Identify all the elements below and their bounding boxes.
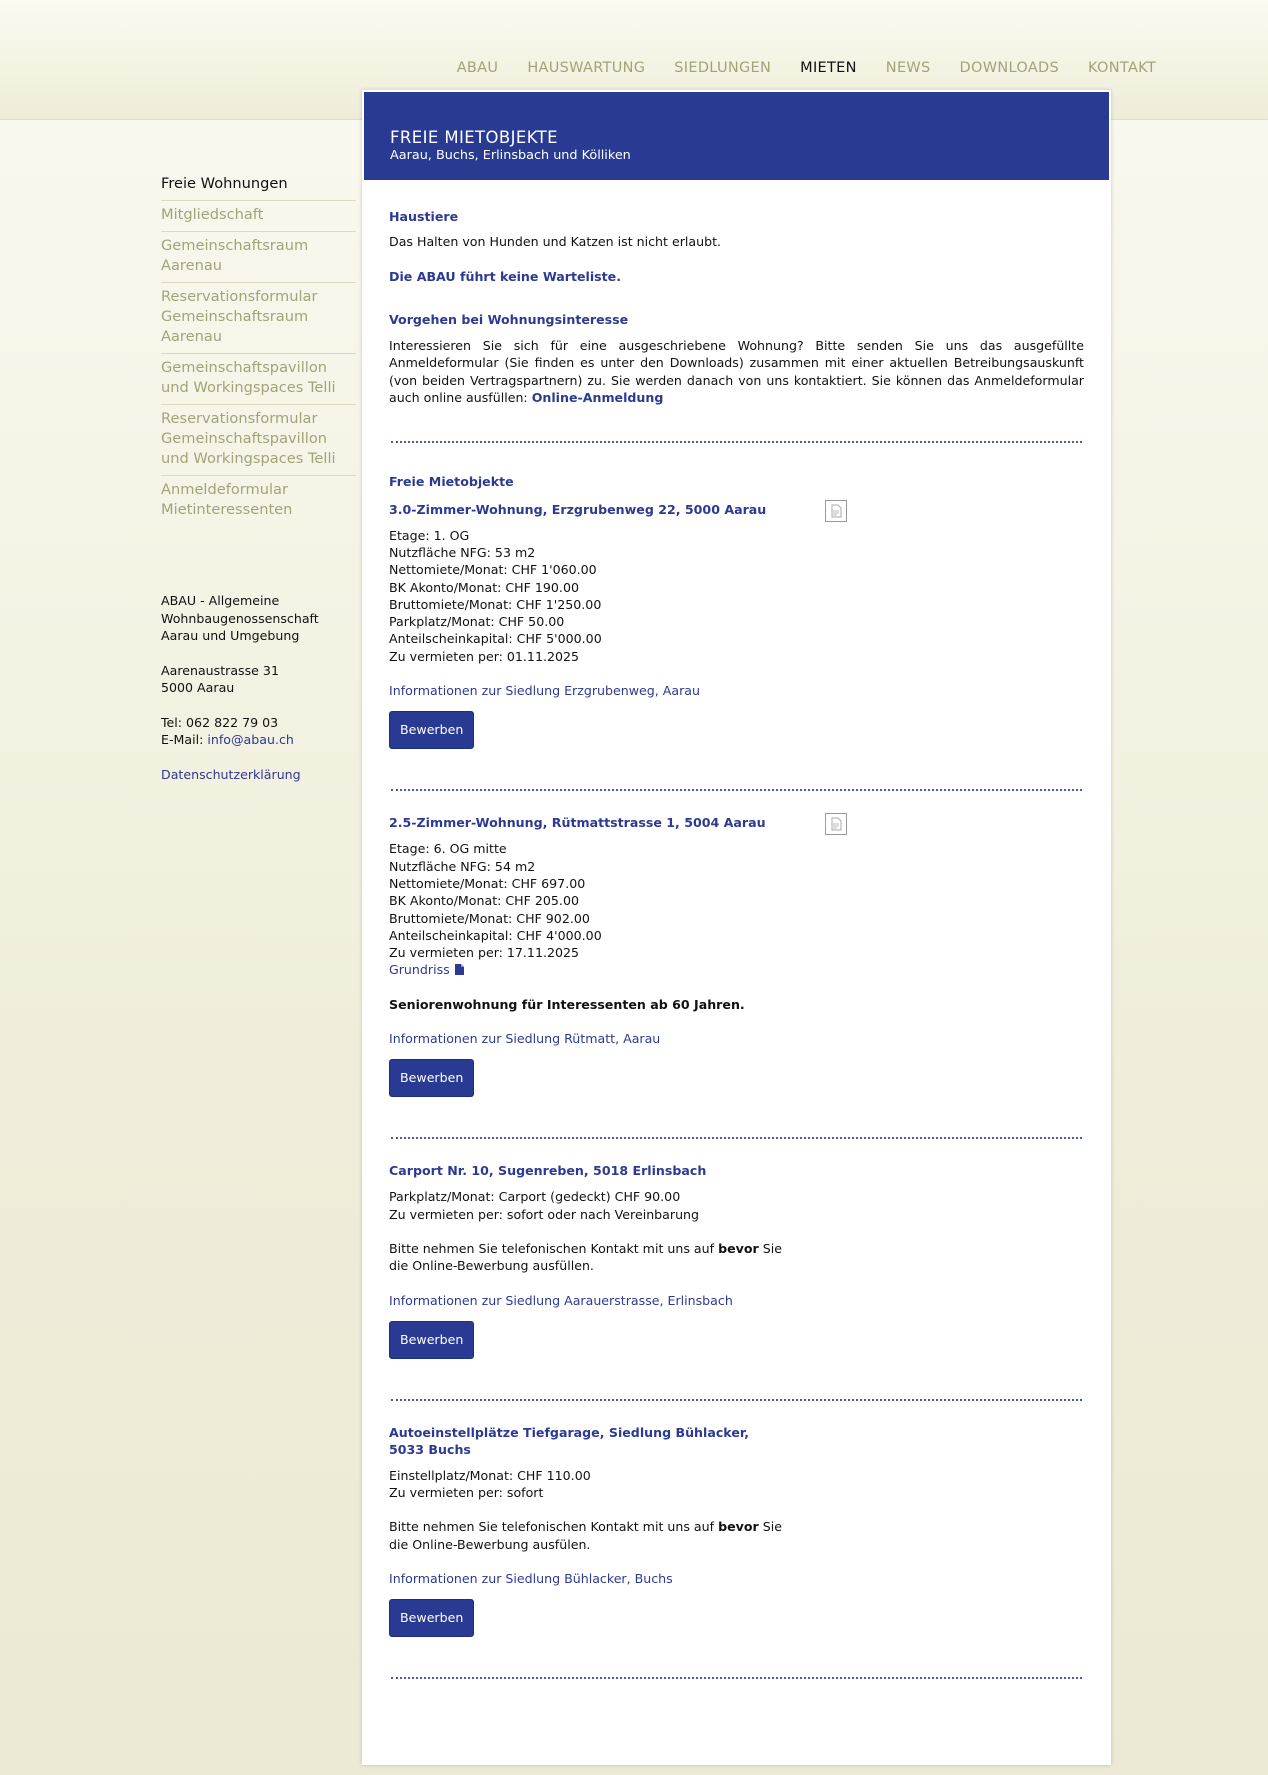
main-nav: [457, 60, 1156, 76]
apply-button[interactable]: Bewerben: [389, 1321, 474, 1359]
procedure-body: Interessieren Sie sich für eine ausgeschriebene Wohnung? Bitte senden Sie uns das ausgefüllte Anmeldeformular (Sie finden es unter den Downloads) zusammen mit einer aktuellen Betreibungsauskunft (von beiden Vertragspartnern) zu. Sie werden danach von uns kontaktiert. Sie können das Anmeldeformular auch online ausfüllen:: [389, 338, 1084, 406]
detail-line: Nutzfläche NFG: 53 m2: [389, 544, 536, 560]
listings-heading: Freie Mietobjekte: [389, 474, 514, 490]
document-icon[interactable]: [825, 813, 847, 835]
document-icon[interactable]: [825, 500, 847, 522]
siedlung-info-link[interactable]: Informationen zur Siedlung Erzgrubenweg, Aarau: [389, 683, 700, 699]
detail-line: Anteilscheinkapital: CHF 5'000.00: [389, 631, 602, 647]
online-registration-link[interactable]: Online-Anmeldung: [531, 390, 664, 406]
nav-downloads[interactable]: DOWNLOADS: [959, 60, 1060, 76]
note-text: Sie die Online-Bewerbung ausfüllen.: [389, 1240, 782, 1274]
apply-button[interactable]: Bewerben: [389, 1599, 474, 1637]
apply-button[interactable]: Bewerben: [389, 711, 474, 749]
detail-line: Anteilscheinkapital: CHF 4'000.00: [389, 927, 602, 943]
page-title: FREIE MIETOBJEKTE: [390, 128, 558, 147]
listing-title: Carport Nr. 10, Sugenreben, 5018 Erlinsbach: [389, 1163, 707, 1179]
email-label: E-Mail:: [161, 732, 208, 747]
listing-title: Autoeinstellplätze Tiefgarage, Siedlung Bühlacker, 5033 Buchs: [389, 1424, 750, 1457]
pets-heading: Haustiere: [389, 209, 459, 224]
detail-line: Bruttomiete/Monat: CHF 1'250.00: [389, 596, 602, 612]
siedlung-info-link[interactable]: Informationen zur Siedlung Aarauerstrasse, Erlinsbach: [389, 1292, 733, 1308]
floorplan-link[interactable]: Grundriss: [389, 962, 450, 978]
phone-contact-note: [389, 1240, 784, 1275]
phone: Tel: 062 822 79 03: [161, 714, 279, 730]
address-city: 5000 Aarau: [161, 680, 235, 695]
nav-news[interactable]: NEWS: [885, 60, 931, 76]
detail-line: Bruttomiete/Monat: CHF 902.00: [389, 910, 590, 926]
sidebar-item-pavillon[interactable]: Gemeinschaftspavillon und Workingspaces Telli: [161, 354, 356, 405]
detail-line: Zu vermieten per: 17.11.2025: [389, 945, 580, 961]
listing-details: [389, 1188, 1084, 1223]
divider: [391, 1677, 1082, 1679]
detail-line: Nutzfläche NFG: 54 m2: [389, 858, 536, 874]
siedlung-info-link[interactable]: Informationen zur Siedlung Rütmatt, Aarau: [389, 1031, 661, 1047]
phone-contact-note: [389, 1518, 784, 1553]
org-name-2: Wohnbaugenossenschaft: [161, 610, 319, 626]
listing-title: 3.0-Zimmer-Wohnung, Erzgrubenweg 22, 5000 Aarau: [389, 501, 767, 517]
sidebar-item-gemeinschaftsraum[interactable]: Gemeinschaftsraum Aarenau: [161, 232, 356, 283]
sidebar-item-mitgliedschaft[interactable]: Mitgliedschaft: [161, 201, 356, 232]
detail-line: Parkplatz/Monat: Carport (gedeckt) CHF 90.00: [389, 1189, 681, 1205]
sidebar-item-reservation-pavillon[interactable]: Reservationsformular Gemeinschaftspavillon und Workingspaces Telli: [161, 405, 356, 476]
org-name-1: ABAU - Allgemeine: [161, 593, 280, 608]
privacy-link[interactable]: Datenschutzerklärung: [161, 766, 301, 782]
detail-line: Nettomiete/Monat: CHF 697.00: [389, 875, 586, 891]
contact-block: [161, 592, 361, 800]
sidebar-item-reservation-raum[interactable]: Reservationsformular Gemeinschaftsraum Aarenau: [161, 283, 356, 354]
sidebar-item-freie-wohnungen[interactable]: Freie Wohnungen: [161, 170, 356, 201]
pets-text: Das Halten von Hunden und Katzen ist nicht erlaubt.: [389, 234, 722, 250]
listing-4: [389, 1424, 1084, 1637]
detail-line: Zu vermieten per: sofort: [389, 1485, 544, 1501]
main-panel: [362, 90, 1111, 1765]
note-bold: bevor: [718, 1519, 759, 1535]
detail-line: BK Akonto/Monat: CHF 190.00: [389, 579, 579, 595]
note-text: Bitte nehmen Sie telefonischen Kontakt mit uns auf: [389, 1240, 719, 1256]
nav-hauswartung[interactable]: HAUSWARTUNG: [527, 60, 646, 76]
pdf-icon[interactable]: [454, 963, 466, 976]
sidebar: [161, 170, 356, 526]
org-name-3: Aarau und Umgebung: [161, 628, 300, 643]
listing-2: [389, 814, 1084, 1097]
senior-note: Seniorenwohnung für Interessenten ab 60 Jahren.: [389, 996, 745, 1012]
apply-button[interactable]: Bewerben: [389, 1059, 474, 1097]
listing-3: [389, 1162, 1084, 1358]
content: [389, 208, 1084, 1679]
sidebar-item-anmeldeformular[interactable]: Anmeldeformular Mietinteressenten: [161, 481, 293, 518]
detail-line: Zu vermieten per: 01.11.2025: [389, 648, 580, 664]
note-bold: bevor: [718, 1240, 759, 1256]
divider: [391, 1399, 1082, 1401]
detail-line: Zu vermieten per: sofort oder nach Vereinbarung: [389, 1206, 700, 1222]
detail-line: Einstellplatz/Monat: CHF 110.00: [389, 1467, 591, 1483]
procedure-text: [389, 337, 1084, 406]
listing-title: 2.5-Zimmer-Wohnung, Rütmattstrasse 1, 5004 Aarau: [389, 815, 766, 831]
nav-mieten[interactable]: MIETEN: [800, 60, 857, 76]
listing-details: [389, 527, 1084, 665]
no-waitlist: Die ABAU führt keine Warteliste.: [389, 268, 622, 284]
nav-kontakt[interactable]: KONTAKT: [1088, 60, 1156, 76]
nav-siedlungen[interactable]: SIEDLUNGEN: [674, 60, 772, 76]
detail-line: Etage: 6. OG mitte: [389, 841, 507, 857]
note-text: Sie die Online-Bewerbung ausfülen.: [389, 1519, 782, 1552]
email-link[interactable]: info@abau.ch: [207, 732, 294, 747]
procedure-heading: Vorgehen bei Wohnungsinteresse: [389, 311, 629, 327]
note-text: Bitte nehmen Sie telefonischen Kontakt mit uns auf: [389, 1519, 719, 1535]
detail-line: Nettomiete/Monat: CHF 1'060.00: [389, 562, 597, 578]
siedlung-info-link[interactable]: Informationen zur Siedlung Bühlacker, Buchs: [389, 1570, 673, 1586]
address-street: Aarenaustrasse 31: [161, 662, 279, 678]
divider: [391, 441, 1082, 443]
divider: [391, 789, 1082, 791]
detail-line: BK Akonto/Monat: CHF 205.00: [389, 893, 579, 909]
detail-line: Parkplatz/Monat: CHF 50.00: [389, 614, 565, 630]
detail-line: Etage: 1. OG: [389, 527, 470, 543]
nav-abau[interactable]: ABAU: [456, 60, 499, 76]
divider: [391, 1137, 1082, 1139]
page-banner: [364, 92, 1109, 180]
listing-details: [389, 840, 1084, 978]
listing-details: [389, 1467, 1084, 1502]
page-subtitle: Aarau, Buchs, Erlinsbach und Kölliken: [390, 148, 631, 163]
listing-1: [389, 501, 1084, 750]
